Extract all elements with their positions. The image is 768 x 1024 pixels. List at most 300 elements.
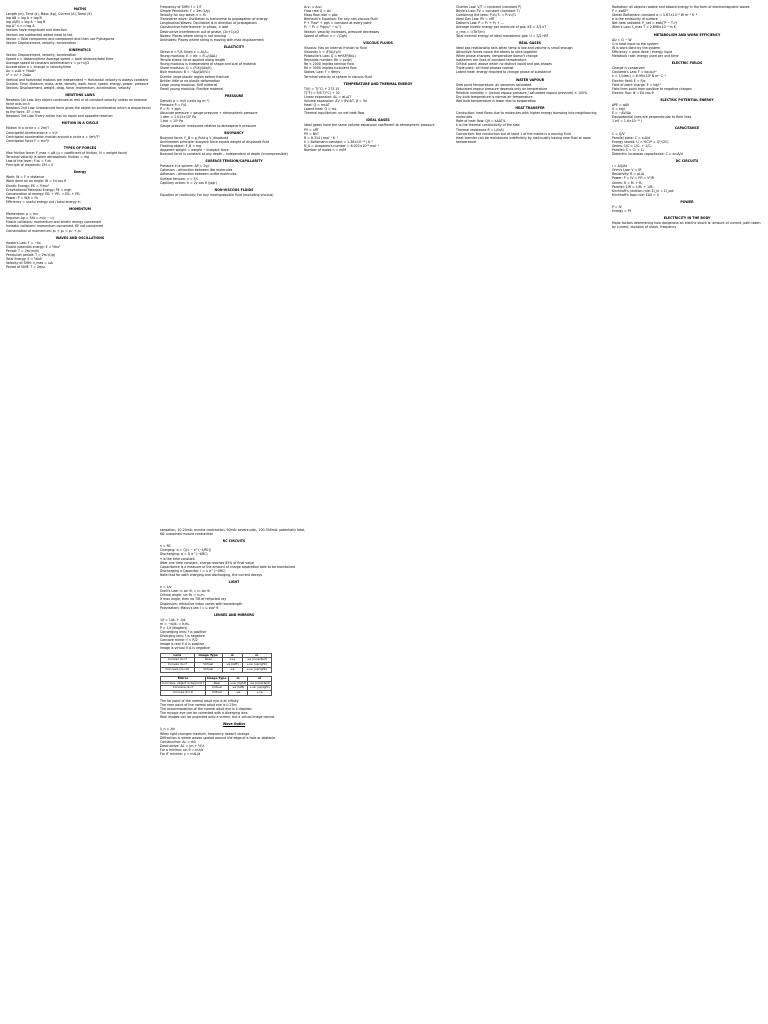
section — [6, 93, 154, 119]
section — [160, 580, 308, 610]
text-line: Transverse wave: Oscillation is transverse to propagation of energy — [160, 17, 268, 22]
column-3 — [304, 4, 452, 516]
text-line: Floating object: F_B = mg — [160, 143, 202, 148]
text-line: When phase changes, temperature doesn't change — [456, 54, 538, 59]
section-title: LIGHT — [228, 580, 240, 585]
text-line: Density ρ = m/V (units kg m⁻³) — [160, 98, 210, 103]
table-row — [161, 691, 272, 696]
text-line: Re < 2000 implies laminar flow — [304, 62, 354, 67]
text-line: Antinodes: Places where string is moving with max displacement — [160, 37, 264, 42]
text-line: m = −dᵢ/d₀ = hᵢ/h₀ — [160, 621, 190, 626]
section-title: MOMENTUM — [69, 207, 91, 212]
section — [612, 200, 762, 213]
text-line: Charging: q = Q(1 − e^(−t/RC)) — [160, 548, 212, 553]
mirror-table — [160, 676, 272, 696]
text-line: Period: T = 2π√(m/k) — [6, 248, 40, 253]
text-line: If max angle, then no TIR of refracted ray — [160, 597, 227, 602]
text-line: Mass flow rate = ρAv — [304, 13, 338, 18]
text-line: Elastic potential energy: E = ½kx² — [6, 244, 61, 249]
text-line: Kirchhoff's junction rule: ΣI_in = ΣI_out — [612, 188, 674, 193]
table-cell: Convex d₀<f — [161, 663, 195, 668]
table-cell: +ve — [222, 658, 242, 663]
table-header-cell: Mirror — [161, 676, 206, 681]
text-line: Law of the lever: F₁d₁ = F₂d₂ — [6, 159, 52, 164]
table-header-cell: Lens — [161, 653, 195, 658]
text-line: Destructive: ΔL = (m + ½)λ — [160, 743, 205, 748]
section-title: SURFACE TENSION/CAPILLARITY — [205, 159, 263, 164]
text-line: Energy = Pt — [612, 209, 632, 214]
text-line: v_rms = √(3kT/m) — [456, 29, 485, 34]
text-line: Centripetal acceleration motion around a circle a = 4π²r/T² — [6, 134, 100, 139]
text-line: Stefan-Boltzmann constant σ = 5.67×10⁻⁸ W m⁻² K⁻⁴ — [612, 13, 698, 18]
text-line: Vectors are subtracted added head to tail — [6, 32, 73, 37]
text-line: Work done on an angle: W = Fd cos θ — [6, 179, 66, 184]
section — [160, 159, 308, 185]
section-title: Energy — [73, 170, 87, 175]
section — [160, 539, 308, 577]
text-line: Triple point: all three phases coexist — [456, 66, 514, 71]
text-line: Velocity of SHM: v_max = ωA — [6, 261, 53, 266]
text-line: k = 1/(4πε₀) = 8.99×10⁹ N m² C⁻² — [612, 74, 666, 79]
text-line: Young modulus: E = σ/ε = FL₀/(AΔL) — [160, 54, 218, 59]
text-line: For a minima: sin θ = mλ/a — [160, 747, 204, 752]
table-cell: +ve (right) — [229, 680, 247, 685]
text-line: P + ½ρv² + ρgh = constant at every point — [304, 21, 372, 26]
text-line: ΔPE = qΔV — [612, 102, 630, 107]
table-cell: Real — [206, 681, 229, 686]
lower-intro — [160, 528, 308, 536]
text-line: k = Boltzmann constant = 1.38×10⁻²³ J K⁻¹ — [304, 139, 374, 144]
text-line: Large young modulus: Stiff material — [160, 82, 218, 87]
text-line: Nodes: Places where string is not moving — [160, 33, 226, 38]
table-header-cell: Image Type — [207, 675, 227, 680]
text-line: Isotherms are lines of constant temperature — [456, 58, 527, 63]
text-line: Vectors have magnitude and direction — [6, 28, 67, 33]
text-line: 1/f = 1/d₀ + 1/dᵢ — [160, 617, 186, 622]
text-line: Work: W = F × distance — [6, 175, 45, 180]
text-line: Reynolds number: Re = ρvd/η — [304, 58, 352, 63]
text-line: Wien's Law: λ_max T = 2.898×10⁻³ m K — [612, 25, 676, 30]
text-line: Coulomb's Law: F = kq₁q₂/r² — [612, 70, 657, 75]
column-4 — [456, 4, 604, 516]
table-cell: +ve (upright) — [242, 663, 271, 668]
text-line: Newtons 2nd Law: Unbalanced force gives the object an acceleration which is proportional to the force, ΣF = ma — [6, 106, 151, 115]
text-line: The far point of the normal adult eye is at infinity — [160, 698, 239, 703]
text-line: Polarisation: Malus's law I = I₀ cos² θ — [160, 605, 219, 610]
section-title: TEMPERATURE AND THERMAL ENERGY — [343, 81, 413, 86]
text-line: Saturated vapour pressure depends only on temperature — [456, 86, 548, 91]
section — [6, 207, 154, 233]
section — [456, 5, 604, 38]
text-line: Capacitance is a measure of the amount of charge separation able to be maintained — [160, 564, 295, 569]
text-line: Principle of moments: ΣM = 0 — [6, 163, 54, 168]
text-line: Elastic collisions: momentum and kinetic energy conserved — [6, 220, 101, 225]
text-line: Impulse: Δp = FΔt = m(v − u) — [6, 216, 54, 221]
text-line: Venturi: velocity increases, pressure decreases — [304, 29, 380, 34]
text-line: Boyle's Law: PV = constant (constant T) — [456, 9, 520, 14]
table-cell: -ve — [222, 667, 242, 672]
section-title: MOTION IN A CIRCLE — [61, 121, 99, 126]
text-line: Viscous: Has an internal friction to fluid — [304, 45, 367, 50]
section — [160, 94, 308, 128]
text-line: Adhesion – attraction between unlike molecules — [160, 172, 237, 177]
text-line: Efficiency = useful energy out / total energy in — [6, 199, 81, 204]
text-line: sensation, 10-20mA: muscle contraction, 50mA: severe pain, 100-300mA: potentially fatal, 6A: sustained muscle contraction — [160, 528, 306, 537]
table-cell: +ve — [248, 691, 272, 696]
text-line: e is the emissivity of surface — [612, 17, 658, 22]
text-line: After one time constant, charge reaches 63% of final value — [160, 560, 255, 565]
text-line: E = −ΔV/Δx — [612, 111, 631, 116]
text-line: Charge is conserved — [612, 66, 645, 71]
text-line: Simple Pendulum: T = 2π√(L/g) — [160, 9, 210, 14]
section-title: NON-VISCOUS FLUIDS — [214, 187, 254, 192]
text-line: Cohesion – attraction between like molecules — [160, 168, 233, 173]
section-title: CAPACITANCE — [674, 126, 700, 131]
table-header-cell: Image Type — [194, 653, 222, 658]
text-line: log AB = log A + log B — [6, 16, 42, 21]
section-title: ELASTICITY — [223, 44, 245, 49]
section-title: ELECTRICITY IN THE BODY — [663, 216, 711, 221]
text-line: Diffraction is where waves spread around the edge of a hole or obstacle — [160, 735, 276, 740]
text-line: log A^n = n log A — [6, 24, 35, 29]
text-line: k is the thermal conductivity of the slab — [456, 123, 520, 128]
text-line: Constructive Interference: In phase, ± add — [160, 25, 229, 30]
table-header-cell: dᵢ — [222, 653, 242, 658]
section-title: DC CIRCUITS — [675, 159, 699, 164]
text-line: Wet bulb temperature is lower due to evaporation — [456, 98, 536, 103]
section-title: ELECTRIC POTENTIAL ENERGY — [660, 97, 714, 102]
section-title: KINEMATICS — [69, 47, 91, 52]
text-line: C = Q/V — [612, 131, 625, 136]
text-line: Terminal velocity of sphere in viscous fluid — [304, 74, 372, 79]
table-header-cell: m — [242, 653, 271, 658]
text-line: Conduction: heat flows due to molecules with higher energy bumping into neighbouring molecules — [456, 111, 597, 120]
table-cell: Concave, object is beyond f — [162, 680, 204, 685]
text-line: Ideal Gas Law: PV = nRT — [456, 17, 495, 22]
text-line: The accommodation of the normal adult eye is 4 dioptres — [160, 707, 252, 712]
section-title: IDEAL GASES — [366, 118, 390, 123]
text-line: Latent heat: Q = mL — [304, 107, 337, 112]
table-cell: Virtual — [194, 663, 222, 668]
table-cell: Virtual — [194, 667, 222, 672]
text-line: Parallel: 1/R = 1/R₁ + 1/R₂ — [612, 184, 654, 189]
text-line: Convection: the conduction but at least 1 of the media is a moving fluid — [456, 131, 571, 136]
text-line: Frequency of SHM: f = 1/T — [160, 5, 202, 9]
section — [456, 106, 604, 144]
text-line: Electric field: E = F/q — [612, 78, 646, 83]
text-line: Vectors: Displacement, weight, drag, force, momentum, acceleration, velocity — [6, 85, 131, 90]
text-line: Equipotential lines are perpendicular to field lines — [612, 115, 692, 120]
text-line: τ = RC — [160, 544, 171, 549]
text-line: Power: P = IV = I²R = V²/R — [612, 176, 654, 181]
text-line: Brittle: little or no plastic deformation — [160, 78, 221, 83]
table-cell: Concave d₀<f — [161, 686, 206, 691]
section — [6, 146, 154, 167]
table-cell: Virtual — [206, 686, 229, 691]
section — [160, 45, 308, 91]
text-line: Dielectric increases capacitance: C = κε₀A/d — [612, 152, 683, 156]
text-line: Absolute pressure = gauge pressure + atmospheric pressure — [160, 111, 258, 116]
text-line: Dalton's Law: P = P₁ + P₂ + ... — [456, 21, 504, 26]
section-title: HEAT TRANSFER — [515, 106, 545, 111]
section — [160, 5, 308, 42]
text-line: Tensile stress: force applied along length — [160, 58, 226, 63]
section — [612, 98, 762, 124]
text-line: N_A = Avogadro's number = 6.022×10²³ mol⁻¹ — [304, 143, 379, 148]
text-line: Vertical and horizontal motions are independent → Horizontal velocity is always constant — [6, 77, 148, 82]
text-line: Ideal gases have the same volume expansion coefficient at atmospheric pressure — [304, 123, 435, 128]
text-line: P = 1/f (diopters) — [160, 625, 188, 630]
text-line: Pressure in a sphere: ΔP = 2γ/r — [160, 164, 210, 169]
text-line: Converging lens: f is positive — [160, 630, 207, 635]
text-line: Small young modulus: Flexible material — [160, 86, 224, 91]
section — [304, 82, 452, 116]
section — [304, 41, 452, 79]
section-title: REAL GASES — [518, 40, 542, 45]
text-line: Hooke's Law: F = −kx — [6, 240, 41, 245]
text-line: Gravitational Potential Energy: PE = mgh — [6, 187, 72, 192]
text-line: Average speed at constant acceleration v = (u+v)/2 — [6, 61, 90, 66]
section — [304, 118, 452, 152]
text-line: Thermal resistance R = L/(kA) — [456, 127, 504, 132]
text-line: Stokes' Law: F = 6πηrv — [304, 70, 341, 75]
text-line: W is work done by the system — [612, 45, 661, 50]
table-cell: +ve (upright) — [242, 667, 271, 672]
text-line: Vector: Displacement, velocity, acceleration — [6, 40, 77, 45]
text-line: Speed v = distance/time Average speed = total distance/total time — [6, 57, 114, 62]
text-line: Number of moles n = m/M — [304, 148, 347, 152]
text-line: Max friction force: F_max = μN (μ = coefficient of friction, N = weight force) — [6, 150, 128, 155]
table-header-cell: m — [248, 676, 272, 681]
text-line: Total internal energy of ideal monatomic gas: U = 3/2 nRT — [456, 33, 549, 38]
text-line: Heat transfer can be maintained indefinitely by continually having new fluid at room temperature — [456, 135, 592, 144]
text-line: Average kinetic energy per molecule of gas: KE = 3/2 kT — [456, 25, 547, 30]
table-cell: -ve — [228, 691, 248, 696]
text-line: Combining the laws: P₁V₁/T₁ = P₂V₂/T₂ — [456, 13, 517, 18]
table-header-cell: dᵢ — [228, 676, 248, 681]
text-line: Terminal velocity is when atmospheric friction = mg — [6, 155, 90, 159]
text-line: Length (m), Time (s), Mass (kg), Current (A), Temp (K) — [6, 12, 92, 17]
text-line: Kirchhoff's loop rule: ΣΔV = 0 — [612, 192, 659, 197]
text-line: Heat: Q = mcΔT — [304, 103, 330, 108]
text-line: Longitudinal Waves: Oscillation is in direction of propagation — [160, 21, 257, 26]
text-line: Parallel: C = C₁ + C₂ — [612, 147, 645, 152]
section — [6, 170, 154, 204]
section — [612, 159, 762, 197]
text-line: Shear modulus: G = (F/A)/(Δx/h) — [160, 66, 212, 71]
text-line: Major factors determining how dangerous an electric shock is: amount of current, path taken by current, duration of shock, frequency — [612, 221, 761, 230]
text-line: Poiseuille's Law: Q = πr⁴ΔP/(8ηL) — [304, 54, 356, 59]
text-line: n = c/v — [160, 585, 172, 590]
text-line: Total Energy: E = ½kA² — [6, 257, 43, 262]
text-line: Dispersion: refractive index varies with wavelength — [160, 601, 242, 606]
text-line: Energy stored: U = ½CV² = Q²/(2C) — [612, 139, 669, 144]
table-cell: +ve (upright) — [249, 685, 270, 690]
text-line: P = eσAT⁴ — [612, 9, 628, 14]
text-line: Dry bulb temperature is normal air temperature — [456, 94, 533, 99]
text-line: Rate of heat flow: Q/t = kAΔT/L — [456, 119, 506, 124]
section — [160, 131, 308, 157]
text-line: Discharging: q = Q e^(−t/RC) — [160, 552, 208, 557]
text-line: Charles Law: V/T = constant (constant P) — [456, 5, 522, 9]
text-line: Capillary action: h = 2γ cos θ /(ρgr) — [160, 180, 217, 185]
section — [612, 33, 762, 59]
text-line: Period of SHM: T = 2π/ω — [6, 265, 45, 270]
lower-sections — [160, 539, 308, 650]
table-row — [161, 667, 272, 672]
table-cell: Convex d₀>f — [161, 658, 195, 663]
text-line: Conservation of momentum: p₁ + p₂ = p₁' + p₂' — [6, 228, 82, 233]
text-line: Motion in a circle v = 2πr/T — [6, 126, 50, 131]
text-line: Field of point charge: E = kq/r² — [612, 82, 661, 87]
table-cell: Convex d₀>0 — [161, 691, 206, 696]
text-line: v² = v₀² + 2aΔx — [6, 73, 32, 78]
section — [612, 61, 762, 95]
text-line: Radiation: all objects radiate and absorb energy in the form of electromagnetic waves — [612, 5, 750, 9]
text-line: Parallel plate: C = ε₀A/d — [612, 135, 650, 140]
eye-notes — [160, 699, 308, 719]
text-line: Power: P = W/t = Fv — [6, 195, 39, 200]
text-line: V = kq/r — [612, 107, 626, 112]
section-title: METABOLISM AND WORK EFFICIENCY — [653, 32, 721, 37]
section-title: LENSES AND MIRRORS — [213, 612, 255, 617]
text-line: T(°F) = 9/5 T(°C) + 32 — [304, 90, 340, 95]
text-line: Electric flux: Φ = EA cos θ — [612, 90, 654, 95]
text-line: Snell's Law: n₁ sin θ₁ = n₂ sin θ₂ — [160, 589, 211, 594]
text-line: Dew point temperature: air becomes saturated — [456, 82, 532, 87]
text-line: Efficiency = work done / energy input — [612, 49, 673, 54]
text-line: Metabolic rate: energy used per unit time — [612, 54, 679, 59]
text-line: 1 bar = 10⁵ Pa — [160, 119, 184, 124]
text-line: ΔU = Q − W — [612, 37, 632, 42]
text-line: A₁v₁ = A₂v₂ — [304, 5, 322, 9]
text-line: Bernoulli's Equation: For any non-viscous fluid — [304, 17, 378, 22]
text-line: Critical angle: sin θc = n₂/n₁ — [160, 593, 205, 598]
section-title: WAVES AND OSCILLATIONS — [55, 235, 105, 240]
section — [160, 613, 308, 651]
text-line: Ohm's Law: V = IR — [612, 168, 642, 173]
section — [6, 48, 154, 90]
text-line: Vector: Displacement, velocity, acceleration — [6, 52, 77, 57]
column-1 — [6, 4, 154, 516]
wave-optics-title: Wave Optics — [222, 722, 246, 727]
table-cell: -ve (left) — [228, 686, 248, 691]
section — [6, 121, 154, 142]
text-line: Ductile: large plastic region before fracture — [160, 74, 229, 79]
text-line: Scalars: Time, distance, mass, area, density, work, force, speed, energy, power, pressure — [6, 81, 149, 86]
text-line: I = ΔQ/Δt — [612, 164, 627, 169]
text-line: Resistivity: R = ρL/A — [612, 172, 645, 177]
text-line: Flow rate Q = Av — [304, 9, 331, 14]
table-cell: -ve (inverted) — [249, 680, 270, 685]
text-line: PV = nRT — [304, 127, 319, 132]
text-line: Pendulum period: T = 2π√(L/g) — [6, 252, 56, 257]
text-line: Apparent weight = weight − buoyant force — [160, 148, 229, 152]
text-line: Image is virtual if dᵢ is negative — [160, 646, 210, 651]
text-line: Constructive: ΔL = mλ — [160, 739, 196, 744]
section-title: ELECTRIC FIELDS — [671, 61, 703, 66]
text-line: Centripetal Force F = mv²/r — [6, 138, 50, 143]
text-line: Relative humidity = (actual vapour pressure / saturated vapour pressure) × 100% — [456, 90, 588, 95]
text-line: 1 atm = 1.013×10⁵ Pa — [160, 115, 196, 120]
section — [612, 216, 762, 229]
text-line: λ_n = λ/n — [160, 727, 176, 732]
text-line: Bulk modulus: B = −Δp/(ΔV/V₀) — [160, 70, 210, 75]
text-line: Volume expansion: ΔV = βV₀ΔT, β = 3α — [304, 98, 367, 103]
text-line: Re > 3000 implies turbulent flow — [304, 66, 357, 71]
text-line: Discharging a Capacitor: I = I₀ e^(−t/RC) — [160, 568, 226, 573]
text-line: Velocity for any wave: v = fλ — [160, 13, 206, 18]
section-title: NEWTONS LAWS — [65, 92, 95, 97]
text-line: 1 eV = 1.6×10⁻¹⁹ J — [612, 119, 642, 124]
text-line: Image is real if dᵢ is positive — [160, 642, 205, 647]
text-line: Newtons 1st Law: Any object continues at rest or at constant velocity unless an external force acts on it — [6, 97, 148, 106]
section — [612, 5, 762, 30]
text-line: Inelastic collisions: momentum conserved, KE not conserved — [6, 224, 103, 229]
section-title: BUOYANCY — [224, 130, 244, 135]
text-line: Young modulus is independent of shape and size of material — [160, 62, 257, 67]
section-title: TYPES OF FORCES — [63, 145, 97, 150]
text-line: Pressure P = F/A — [160, 103, 187, 108]
table-cell: Real — [194, 658, 222, 663]
text-line: Gauge pressure: measured relative to atmospheric pressure — [160, 123, 257, 128]
text-line: τ is the time constant — [160, 556, 195, 561]
text-line: For IF minima: y = mλL/d — [160, 752, 201, 757]
wave-optics-notes — [160, 727, 308, 756]
text-line: Thermal equilibrium: no net heat flow — [304, 111, 365, 116]
text-line: Note that for both charging and discharging, the current decays — [160, 572, 263, 577]
text-line: Acceleration a = change in velocity/time — [6, 65, 71, 70]
text-line: Net heat radiated: P_net = eσA(T⁴ − T₀⁴) — [612, 21, 677, 26]
text-line: PV = NkT — [304, 131, 319, 136]
text-line: Destructive Interference: out of phase, (2n+1)λ/2 — [160, 29, 240, 34]
text-line: R = 8.314 J mol⁻¹ K⁻¹ — [304, 135, 338, 140]
section — [456, 78, 604, 104]
text-line: The near point of the normal adult eye is 0.25m — [160, 703, 237, 707]
section — [304, 5, 452, 38]
text-line: Linear expansion: ΔL = αL₀ΔT — [304, 94, 352, 99]
text-line: Buoyant force is constant at any depth – independent of depth (incompressible) — [160, 152, 288, 157]
text-line: log (A/B) = log A − log B — [6, 20, 46, 25]
table-cell: Concave (d₀>0) — [161, 667, 195, 672]
text-line: Speed of efflux: v = √(2gh) — [304, 33, 348, 38]
text-line: Concave mirror: f = R/2 — [160, 638, 198, 643]
text-line: T(K) = T(°C) + 273.15 — [304, 86, 340, 91]
text-line: Series: R = R₁ + R₂ — [612, 180, 643, 185]
text-line: Centripetal Acceleration a = v²/r — [6, 130, 58, 135]
table-cell: -ve (left) — [222, 663, 242, 668]
section-title: PRESSURE — [224, 93, 244, 98]
text-line: The myopic eye can be corrected with a diverging lens — [160, 711, 248, 716]
text-line: Momentum: p = mv — [6, 212, 38, 217]
column-2 — [160, 4, 308, 516]
text-line: Field lines point from positive to negative charges — [612, 86, 692, 91]
section-title: RC CIRCUITS — [222, 539, 246, 544]
table-cell: -ve (inverted) — [242, 658, 271, 663]
lens-table — [160, 653, 272, 673]
text-line: Surface tension: γ = F/L — [160, 176, 199, 181]
text-line: Vector = Total component and component and then use Pythagoras — [6, 36, 115, 41]
text-line: Real images can be projected onto a screen, but a virtual image cannot — [160, 715, 275, 720]
section-title: WATER VAPOUR — [515, 77, 545, 82]
text-line: Viscosity η = (F/A)/(v/l) — [304, 49, 341, 54]
text-line: Latent heat: energy required to change phase of substance — [456, 70, 551, 75]
section — [160, 188, 308, 197]
text-line: Diverging lens: f is negative — [160, 634, 205, 639]
text-line: Kinetic Energy: EK = ½mv² — [6, 183, 50, 188]
text-line: When light changes medium, frequency doesn't change — [160, 731, 250, 736]
text-line: Equation of continuity: For any incompressible fluid (excluding viscous) — [160, 192, 274, 197]
